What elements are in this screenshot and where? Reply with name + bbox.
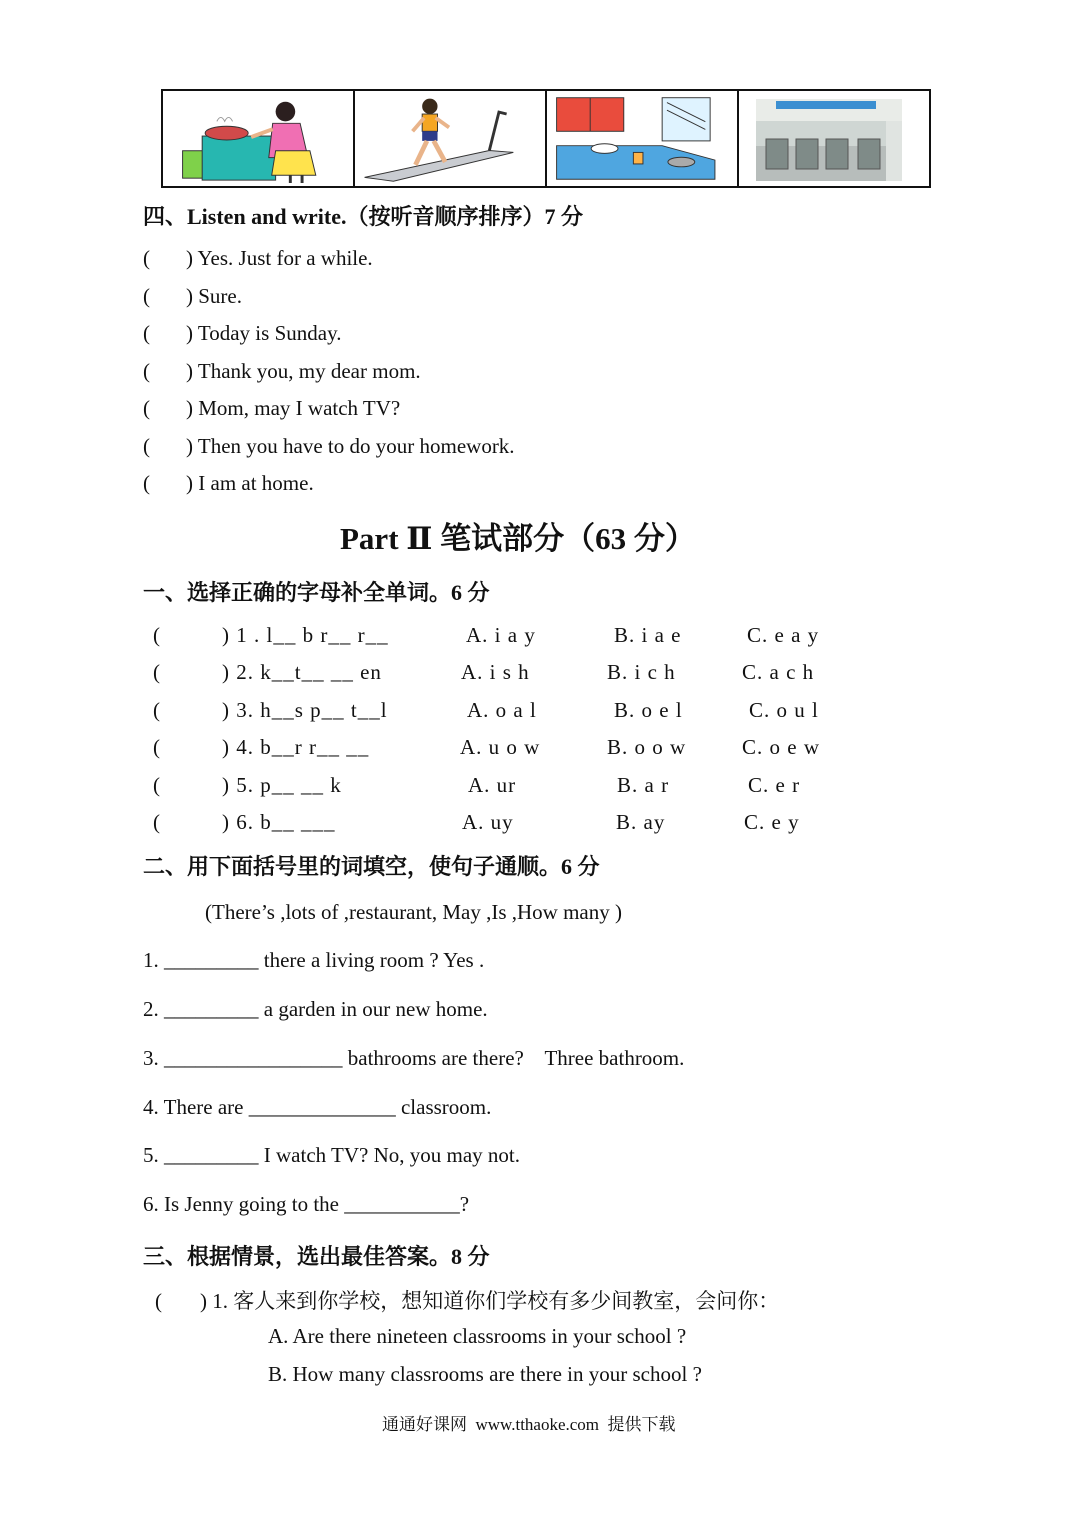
paren-open: (	[143, 246, 150, 270]
option-c: C. a c h	[742, 660, 815, 684]
paren-close: )	[222, 660, 230, 684]
paren-open: (	[153, 735, 161, 759]
page-footer: 通通好课网 www.tthaoke.com 提供下载	[382, 1415, 676, 1434]
girl-treadmill-icon	[355, 91, 545, 186]
list-item	[153, 810, 161, 835]
situation-question: 1. 客人来到你学校，想知道你们学校有多少间教室，会问你：	[212, 1289, 780, 1313]
paren-close: )	[186, 434, 193, 458]
list-item	[153, 735, 161, 760]
picture-cell-2	[355, 91, 547, 186]
fill-sentence: 1. _________ there a living room ? Yes .	[143, 948, 485, 972]
paren-close: )	[186, 359, 193, 383]
list-item	[143, 434, 515, 459]
picture-cell-3	[547, 91, 739, 186]
fill-sentence: 3. _________________ bathrooms are there? Three bathroom.	[143, 1046, 685, 1070]
paren-open: (	[155, 1289, 162, 1313]
option-a: A. u o w	[460, 735, 541, 759]
word-question: 4. b__r r__ __	[236, 735, 370, 759]
option-a: A. o a l	[467, 698, 537, 722]
office-room-icon	[739, 91, 929, 186]
paren-open: (	[153, 773, 161, 797]
list-item	[222, 698, 388, 723]
listen-sentence: Then you have to do your homework.	[197, 434, 515, 458]
option-a: A. i s h	[461, 660, 530, 684]
list-item	[222, 773, 342, 798]
word-question: 6. b__ ___	[236, 810, 336, 834]
word-question: 5. p__ __ k	[236, 773, 342, 797]
list-item	[143, 396, 400, 421]
paren-close: )	[186, 321, 193, 345]
option-a: A. i a y	[466, 623, 536, 647]
option-c: C. e r	[748, 773, 801, 797]
fill-sentence: 5. _________ I watch TV? No, you may not.	[143, 1143, 520, 1167]
paren-close: )	[222, 773, 230, 797]
paren-close: )	[186, 471, 193, 495]
list-item	[222, 660, 382, 685]
paren-close: )	[200, 1289, 207, 1313]
list-item	[222, 623, 389, 648]
list-item	[153, 623, 161, 648]
paren-open: (	[153, 810, 161, 834]
kitchen-icon	[547, 91, 737, 186]
listen-sentence: Mom, may I watch TV?	[198, 396, 401, 420]
paren-open: (	[143, 359, 150, 383]
paren-open: (	[143, 471, 150, 495]
list-item	[143, 321, 341, 346]
option-b: B. o o w	[607, 735, 687, 759]
paren-close: )	[222, 623, 230, 647]
option-b: B. How many classrooms are there in your school ?	[268, 1362, 702, 1386]
list-item	[153, 698, 161, 723]
part2-title: Part Ⅱ 笔试部分（63 分）	[340, 521, 696, 556]
option-c: C. e a y	[747, 623, 820, 647]
picture-strip	[161, 89, 931, 188]
paren-open: (	[143, 396, 150, 420]
paren-open: (	[153, 660, 161, 684]
listen-sentence: I am at home.	[198, 471, 314, 495]
paren-close: )	[222, 810, 230, 834]
option-b: B. i c h	[607, 660, 676, 684]
list-item	[222, 810, 336, 835]
woman-cooking-icon	[163, 91, 353, 186]
fill-sentence: 4. There are ______________ classroom.	[143, 1095, 492, 1119]
listen-sentence: Today is Sunday.	[197, 321, 342, 345]
paren-close: )	[186, 284, 193, 308]
written2-heading: 二、用下面括号里的词填空，使句子通顺。6 分	[143, 854, 600, 879]
option-c: C. o u l	[749, 698, 819, 722]
paren-open: (	[143, 321, 150, 345]
list-item	[143, 246, 373, 271]
word-bank: (There’s ,lots of ,restaurant, May ,Is ,How many )	[205, 900, 622, 924]
word-question: 2. k__t__ __ en	[236, 660, 382, 684]
written1-heading: 一、选择正确的字母补全单词。6 分	[143, 580, 490, 605]
paren-close: )	[222, 735, 230, 759]
paren-open: (	[153, 698, 161, 722]
list-item	[143, 471, 314, 496]
listen-sentence: Sure.	[198, 284, 242, 308]
option-b: B. i a e	[614, 623, 682, 647]
listen-sentence: Thank you, my dear mom.	[197, 359, 421, 383]
paren-open: (	[143, 284, 150, 308]
option-a: A. ur	[468, 773, 517, 797]
picture-cell-1	[163, 91, 355, 186]
option-b: B. a r	[617, 773, 670, 797]
listen-sentence: Yes. Just for a while.	[197, 246, 373, 270]
list-item	[143, 359, 421, 384]
paren-open: (	[153, 623, 161, 647]
picture-cell-4	[739, 91, 929, 186]
option-b: B. ay	[616, 810, 666, 834]
option-a: A. Are there nineteen classrooms in your school ?	[268, 1324, 687, 1348]
list-item	[222, 735, 369, 760]
word-question: 3. h__s p__ t__l	[236, 698, 388, 722]
option-c: C. o e w	[742, 735, 820, 759]
fill-sentence: 2. _________ a garden in our new home.	[143, 997, 488, 1021]
paren-close: )	[186, 396, 193, 420]
written3-heading: 三、根据情景，选出最佳答案。8 分	[143, 1244, 490, 1269]
option-c: C. e y	[744, 810, 800, 834]
option-a: A. uy	[462, 810, 514, 834]
fill-sentence: 6. Is Jenny going to the ___________?	[143, 1192, 470, 1216]
list-item	[153, 773, 161, 798]
list-item	[155, 1285, 779, 1315]
section4-heading: 四、Listen and write.（按听音顺序排序）7 分	[143, 204, 584, 229]
list-item	[153, 660, 161, 685]
paren-close: )	[222, 698, 230, 722]
paren-open: (	[143, 434, 150, 458]
paren-close: )	[186, 246, 193, 270]
word-question: 1 . l__ b r__ r__	[236, 623, 389, 647]
option-b: B. o e l	[614, 698, 683, 722]
list-item	[143, 284, 242, 309]
